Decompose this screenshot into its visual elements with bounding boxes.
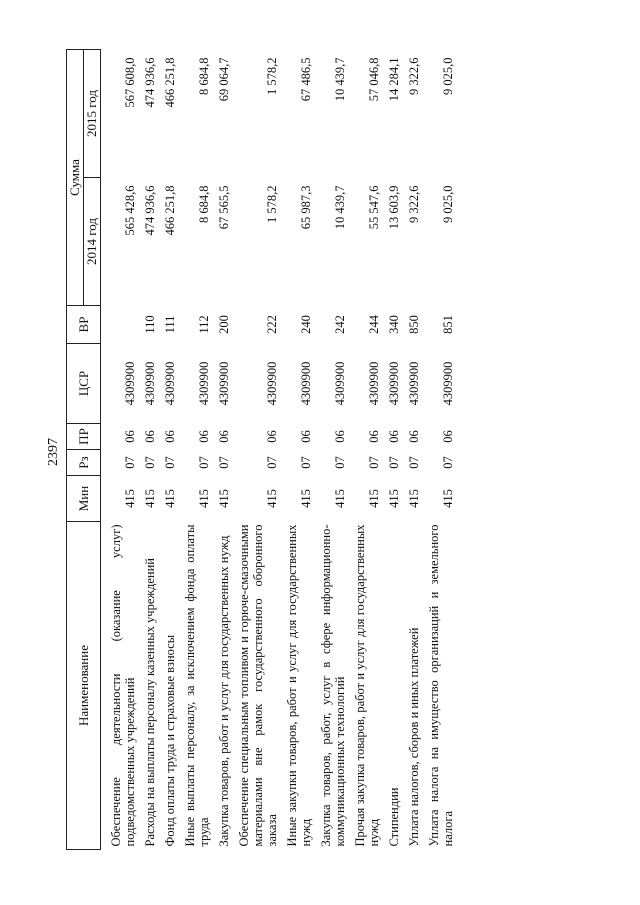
row-csr: 4309900 [265,361,279,406]
row-csr: 4309900 [387,361,401,406]
table-row [350,50,384,850]
row-rz: 07 [265,456,279,469]
row-rz: 07 [217,456,231,469]
row-pr: 06 [265,430,279,443]
row-2015: 57 046,8 [367,57,381,102]
row-2015: 466 251,8 [163,57,177,108]
row-name: Прочая закупка товаров, работ и услуг для государственных нужд [353,524,381,847]
row-2015: 9 025,0 [441,57,455,95]
row-min: 415 [163,489,177,508]
row-name: Иные закупки товаров, работ и услуг для государственных нужд [285,524,313,847]
table-row [160,50,180,850]
header-summa: Сумма [67,50,84,306]
header-name: Наименование [67,522,101,850]
row-rz: 07 [387,456,401,469]
row-min: 415 [441,489,455,508]
row-vr: 222 [265,315,279,334]
table-row [234,50,282,850]
row-2014: 9 322,6 [407,185,421,223]
row-name: Обеспечение специальным топливом и горюче-смазочными материалами вне рамок государственного оборонного заказа [237,524,279,847]
row-pr: 06 [387,430,401,443]
row-min: 415 [123,489,137,508]
row-2015: 69 064,7 [217,57,231,102]
table-row [140,50,160,850]
row-min: 415 [265,489,279,508]
row-vr [101,306,141,344]
row-csr: 4309900 [163,361,177,406]
row-min: 415 [367,489,381,508]
row-vr: 851 [441,315,455,334]
row-name: Закупка товаров, работ, услуг в сфере информационно-коммуникационных технологий [319,524,347,847]
row-vr: 200 [217,315,231,334]
table-row [282,50,316,850]
row-2014: 55 547,6 [367,185,381,230]
row-name: Расходы на выплаты персоналу казенных учреждений [143,558,157,847]
header-csr: ЦСР [67,344,101,424]
row-rz: 07 [367,456,381,469]
header-pr: ПР [67,424,101,450]
row-rz: 07 [299,456,313,469]
row-2014: 65 987,3 [299,185,313,230]
row-name: Обеспечение деятельности (оказание услуг) подведомственных учреждений [109,524,137,847]
table-row [214,50,234,850]
rotated-page [44,46,596,858]
header-2015: 2015 год [84,50,101,178]
row-2014: 9 025,0 [441,185,455,223]
row-2014: 8 684,8 [197,185,211,223]
row-pr: 06 [407,430,421,443]
row-pr: 06 [163,430,177,443]
row-vr: 340 [387,315,401,334]
header-vr: ВР [67,306,101,344]
row-pr: 06 [197,430,211,443]
row-vr: 112 [197,315,211,334]
row-2014: 10 439,7 [333,185,347,230]
row-2014: 67 565,5 [217,185,231,230]
row-pr: 06 [217,430,231,443]
row-csr: 4309900 [299,361,313,406]
row-name: Фонд оплаты труда и страховые взносы [163,634,177,847]
row-vr: 242 [333,315,347,334]
row-rz: 07 [407,456,421,469]
row-2014: 466 251,8 [163,185,177,236]
row-min: 415 [299,489,313,508]
row-2014: 474 936,6 [143,185,157,236]
row-csr: 4309900 [143,361,157,406]
row-pr: 06 [441,430,455,443]
row-2015: 14 284,1 [387,57,401,102]
row-vr: 110 [143,315,157,334]
budget-table [66,49,458,850]
row-csr: 4309900 [441,361,455,406]
row-2015: 567 608,0 [123,57,137,108]
row-min: 415 [143,489,157,508]
table-row [424,50,458,850]
row-rz: 07 [143,456,157,469]
row-2015: 1 578,2 [265,57,279,95]
header-2014: 2014 год [84,178,101,306]
row-rz: 07 [333,456,347,469]
row-vr: 244 [367,315,381,334]
table-row [404,50,424,850]
table-row [101,50,141,850]
row-rz: 07 [163,456,177,469]
row-2015: 10 439,7 [333,57,347,102]
row-csr: 4309900 [333,361,347,406]
row-min: 415 [217,489,231,508]
row-name: Закупка товаров, работ и услуг для государственных нужд [217,535,231,847]
header-rz: Рз [67,450,101,476]
row-min: 415 [333,489,347,508]
row-vr: 111 [163,315,177,334]
row-name: Стипендии [387,787,401,847]
row-rz: 07 [197,456,211,469]
row-2015: 8 684,8 [197,57,211,95]
row-csr: 4309900 [367,361,381,406]
row-2015: 9 322,6 [407,57,421,95]
row-csr: 4309900 [217,361,231,406]
table-row [180,50,214,850]
row-rz: 07 [123,456,137,469]
row-vr: 850 [407,315,421,334]
row-pr: 06 [367,430,381,443]
table-row [384,50,404,850]
row-pr: 06 [143,430,157,443]
row-2014: 13 603,9 [387,185,401,230]
page-number: 2397 [46,438,61,466]
header-min: Мин [67,476,101,522]
row-min: 415 [387,489,401,508]
row-min: 415 [197,489,211,508]
row-2014: 1 578,2 [265,185,279,223]
table-row [316,50,350,850]
row-csr: 4309900 [197,361,211,406]
row-name: Уплата налогов, сборов и иных платежей [407,627,421,847]
row-name: Уплата налога на имущество организаций и земельного налога [427,524,455,847]
row-name: Иные выплаты персоналу, за исключением фонда оплаты труда [183,524,211,847]
row-pr: 06 [299,430,313,443]
row-pr: 06 [333,430,347,443]
row-2015: 474 936,6 [143,57,157,108]
row-pr: 06 [123,430,137,443]
row-csr: 4309900 [407,361,421,406]
row-2014: 565 428,6 [123,185,137,236]
row-2015: 67 486,5 [299,57,313,102]
row-rz: 07 [441,456,455,469]
row-csr: 4309900 [123,361,137,406]
row-min: 415 [407,489,421,508]
row-vr: 240 [299,315,313,334]
